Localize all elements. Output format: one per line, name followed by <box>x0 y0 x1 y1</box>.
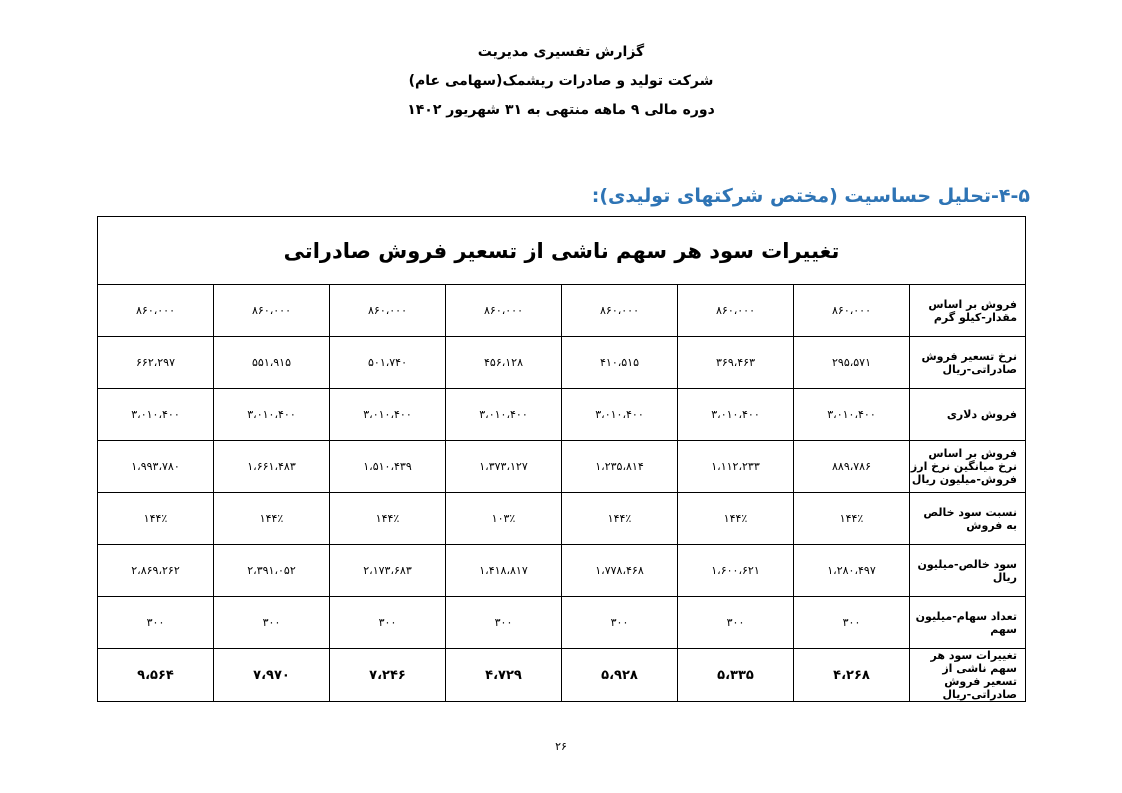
table-title: تغییرات سود هر سهم ناشی از تسعیر فروش صادراتی <box>98 217 1026 285</box>
table-title-row <box>98 217 1026 285</box>
table-cell: ۳۰۰ <box>214 597 330 649</box>
table-cell: ۸۶۰،۰۰۰ <box>330 285 446 337</box>
table-cell: ۱،۱۱۲،۲۳۳ <box>678 441 794 493</box>
table-cell: ۶۶۲،۲۹۷ <box>98 337 214 389</box>
table-cell: ۱،۹۹۳،۷۸۰ <box>98 441 214 493</box>
table-row <box>98 649 1026 702</box>
row-label: فروش بر اساس مقدار-کیلو گرم <box>910 285 1026 337</box>
table-cell: ۴۵۶،۱۲۸ <box>446 337 562 389</box>
row-label: فروش دلاری <box>910 389 1026 441</box>
table-cell: ۷،۹۷۰ <box>214 649 330 702</box>
table-cell: ۱،۲۸۰،۴۹۷ <box>794 545 910 597</box>
section-title: ۴-۵-تحلیل حساسیت (مختص شرکتهای تولیدی): <box>591 185 1030 207</box>
table-cell: ۴،۷۲۹ <box>446 649 562 702</box>
table-cell: ۳،۰۱۰،۴۰۰ <box>98 389 214 441</box>
table-cell: ۸۶۰،۰۰۰ <box>562 285 678 337</box>
row-label: سود خالص-میلیون ریال <box>910 545 1026 597</box>
table-cell: ۱،۶۶۱،۴۸۳ <box>214 441 330 493</box>
table-cell: ۱۴۴٪ <box>562 493 678 545</box>
table-cell: ۳۰۰ <box>562 597 678 649</box>
table-row <box>98 441 1026 493</box>
table-cell: ۳۰۰ <box>678 597 794 649</box>
table-cell: ۱،۴۱۸،۸۱۷ <box>446 545 562 597</box>
table-cell: ۳،۰۱۰،۴۰۰ <box>678 389 794 441</box>
report-header <box>0 38 1122 125</box>
period-label: دوره مالی ۹ ماهه منتهی به ۳۱ شهریور ۱۴۰۲ <box>407 102 715 118</box>
report-title: گزارش تفسیری مدیریت <box>477 44 645 60</box>
table-row <box>98 337 1026 389</box>
table-cell: ۳،۰۱۰،۴۰۰ <box>214 389 330 441</box>
table-cell: ۲،۱۷۳،۶۸۳ <box>330 545 446 597</box>
table-cell: ۱۴۴٪ <box>794 493 910 545</box>
table-cell: ۳،۰۱۰،۴۰۰ <box>446 389 562 441</box>
table-cell: ۱،۲۳۵،۸۱۴ <box>562 441 678 493</box>
table-cell: ۲،۸۶۹،۲۶۲ <box>98 545 214 597</box>
table-cell: ۸۶۰،۰۰۰ <box>794 285 910 337</box>
table-cell: ۷،۲۴۶ <box>330 649 446 702</box>
table-cell: ۹،۵۶۴ <box>98 649 214 702</box>
table-cell: ۳۰۰ <box>446 597 562 649</box>
company-name: شرکت تولید و صادرات ریشمک(سهامی عام) <box>408 73 714 89</box>
table-cell: ۲۹۵،۵۷۱ <box>794 337 910 389</box>
table-cell: ۱۴۴٪ <box>330 493 446 545</box>
table-cell: ۳۰۰ <box>794 597 910 649</box>
row-label: نرخ تسعیر فروش صادراتی-ریال <box>910 337 1026 389</box>
table-cell: ۲،۳۹۱،۰۵۲ <box>214 545 330 597</box>
table-cell: ۳۰۰ <box>330 597 446 649</box>
table-cell: ۳۰۰ <box>98 597 214 649</box>
table-row <box>98 545 1026 597</box>
table-cell: ۱۴۴٪ <box>678 493 794 545</box>
table-cell: ۱،۵۱۰،۴۳۹ <box>330 441 446 493</box>
table-cell: ۸۸۹،۷۸۶ <box>794 441 910 493</box>
table-cell: ۵۰۱،۷۴۰ <box>330 337 446 389</box>
table-cell: ۸۶۰،۰۰۰ <box>678 285 794 337</box>
table-cell: ۱،۶۰۰،۶۲۱ <box>678 545 794 597</box>
row-label: نسبت سود خالص به فروش <box>910 493 1026 545</box>
table-cell: ۱۴۴٪ <box>98 493 214 545</box>
row-label: تغییرات سود هر سهم ناشی از تسعیر فروش صادراتی-ریال <box>910 649 1026 702</box>
page-number: ۲۶ <box>555 740 567 753</box>
table-cell: ۵،۳۳۵ <box>678 649 794 702</box>
table-row <box>98 389 1026 441</box>
table-cell: ۸۶۰،۰۰۰ <box>98 285 214 337</box>
table-cell: ۱،۳۷۳،۱۲۷ <box>446 441 562 493</box>
table-row <box>98 597 1026 649</box>
table-cell: ۳۶۹،۴۶۳ <box>678 337 794 389</box>
table-cell: ۴،۲۶۸ <box>794 649 910 702</box>
table-cell: ۵،۹۲۸ <box>562 649 678 702</box>
table-cell: ۳،۰۱۰،۴۰۰ <box>330 389 446 441</box>
sensitivity-table <box>97 216 1026 702</box>
table-row <box>98 493 1026 545</box>
table-cell: ۱۴۴٪ <box>214 493 330 545</box>
table-cell: ۳،۰۱۰،۴۰۰ <box>794 389 910 441</box>
table-row <box>98 285 1026 337</box>
table-cell: ۱۰۳٪ <box>446 493 562 545</box>
table-cell: ۱،۷۷۸،۴۶۸ <box>562 545 678 597</box>
table-cell: ۴۱۰،۵۱۵ <box>562 337 678 389</box>
table-cell: ۸۶۰،۰۰۰ <box>446 285 562 337</box>
sensitivity-table-wrapper <box>97 216 1026 702</box>
row-label: تعداد سهام-میلیون سهم <box>910 597 1026 649</box>
row-label: فروش بر اساس نرخ میانگین نرخ ارز فروش-میلیون ریال <box>910 441 1026 493</box>
table-cell: ۸۶۰،۰۰۰ <box>214 285 330 337</box>
table-cell: ۵۵۱،۹۱۵ <box>214 337 330 389</box>
table-cell: ۳،۰۱۰،۴۰۰ <box>562 389 678 441</box>
